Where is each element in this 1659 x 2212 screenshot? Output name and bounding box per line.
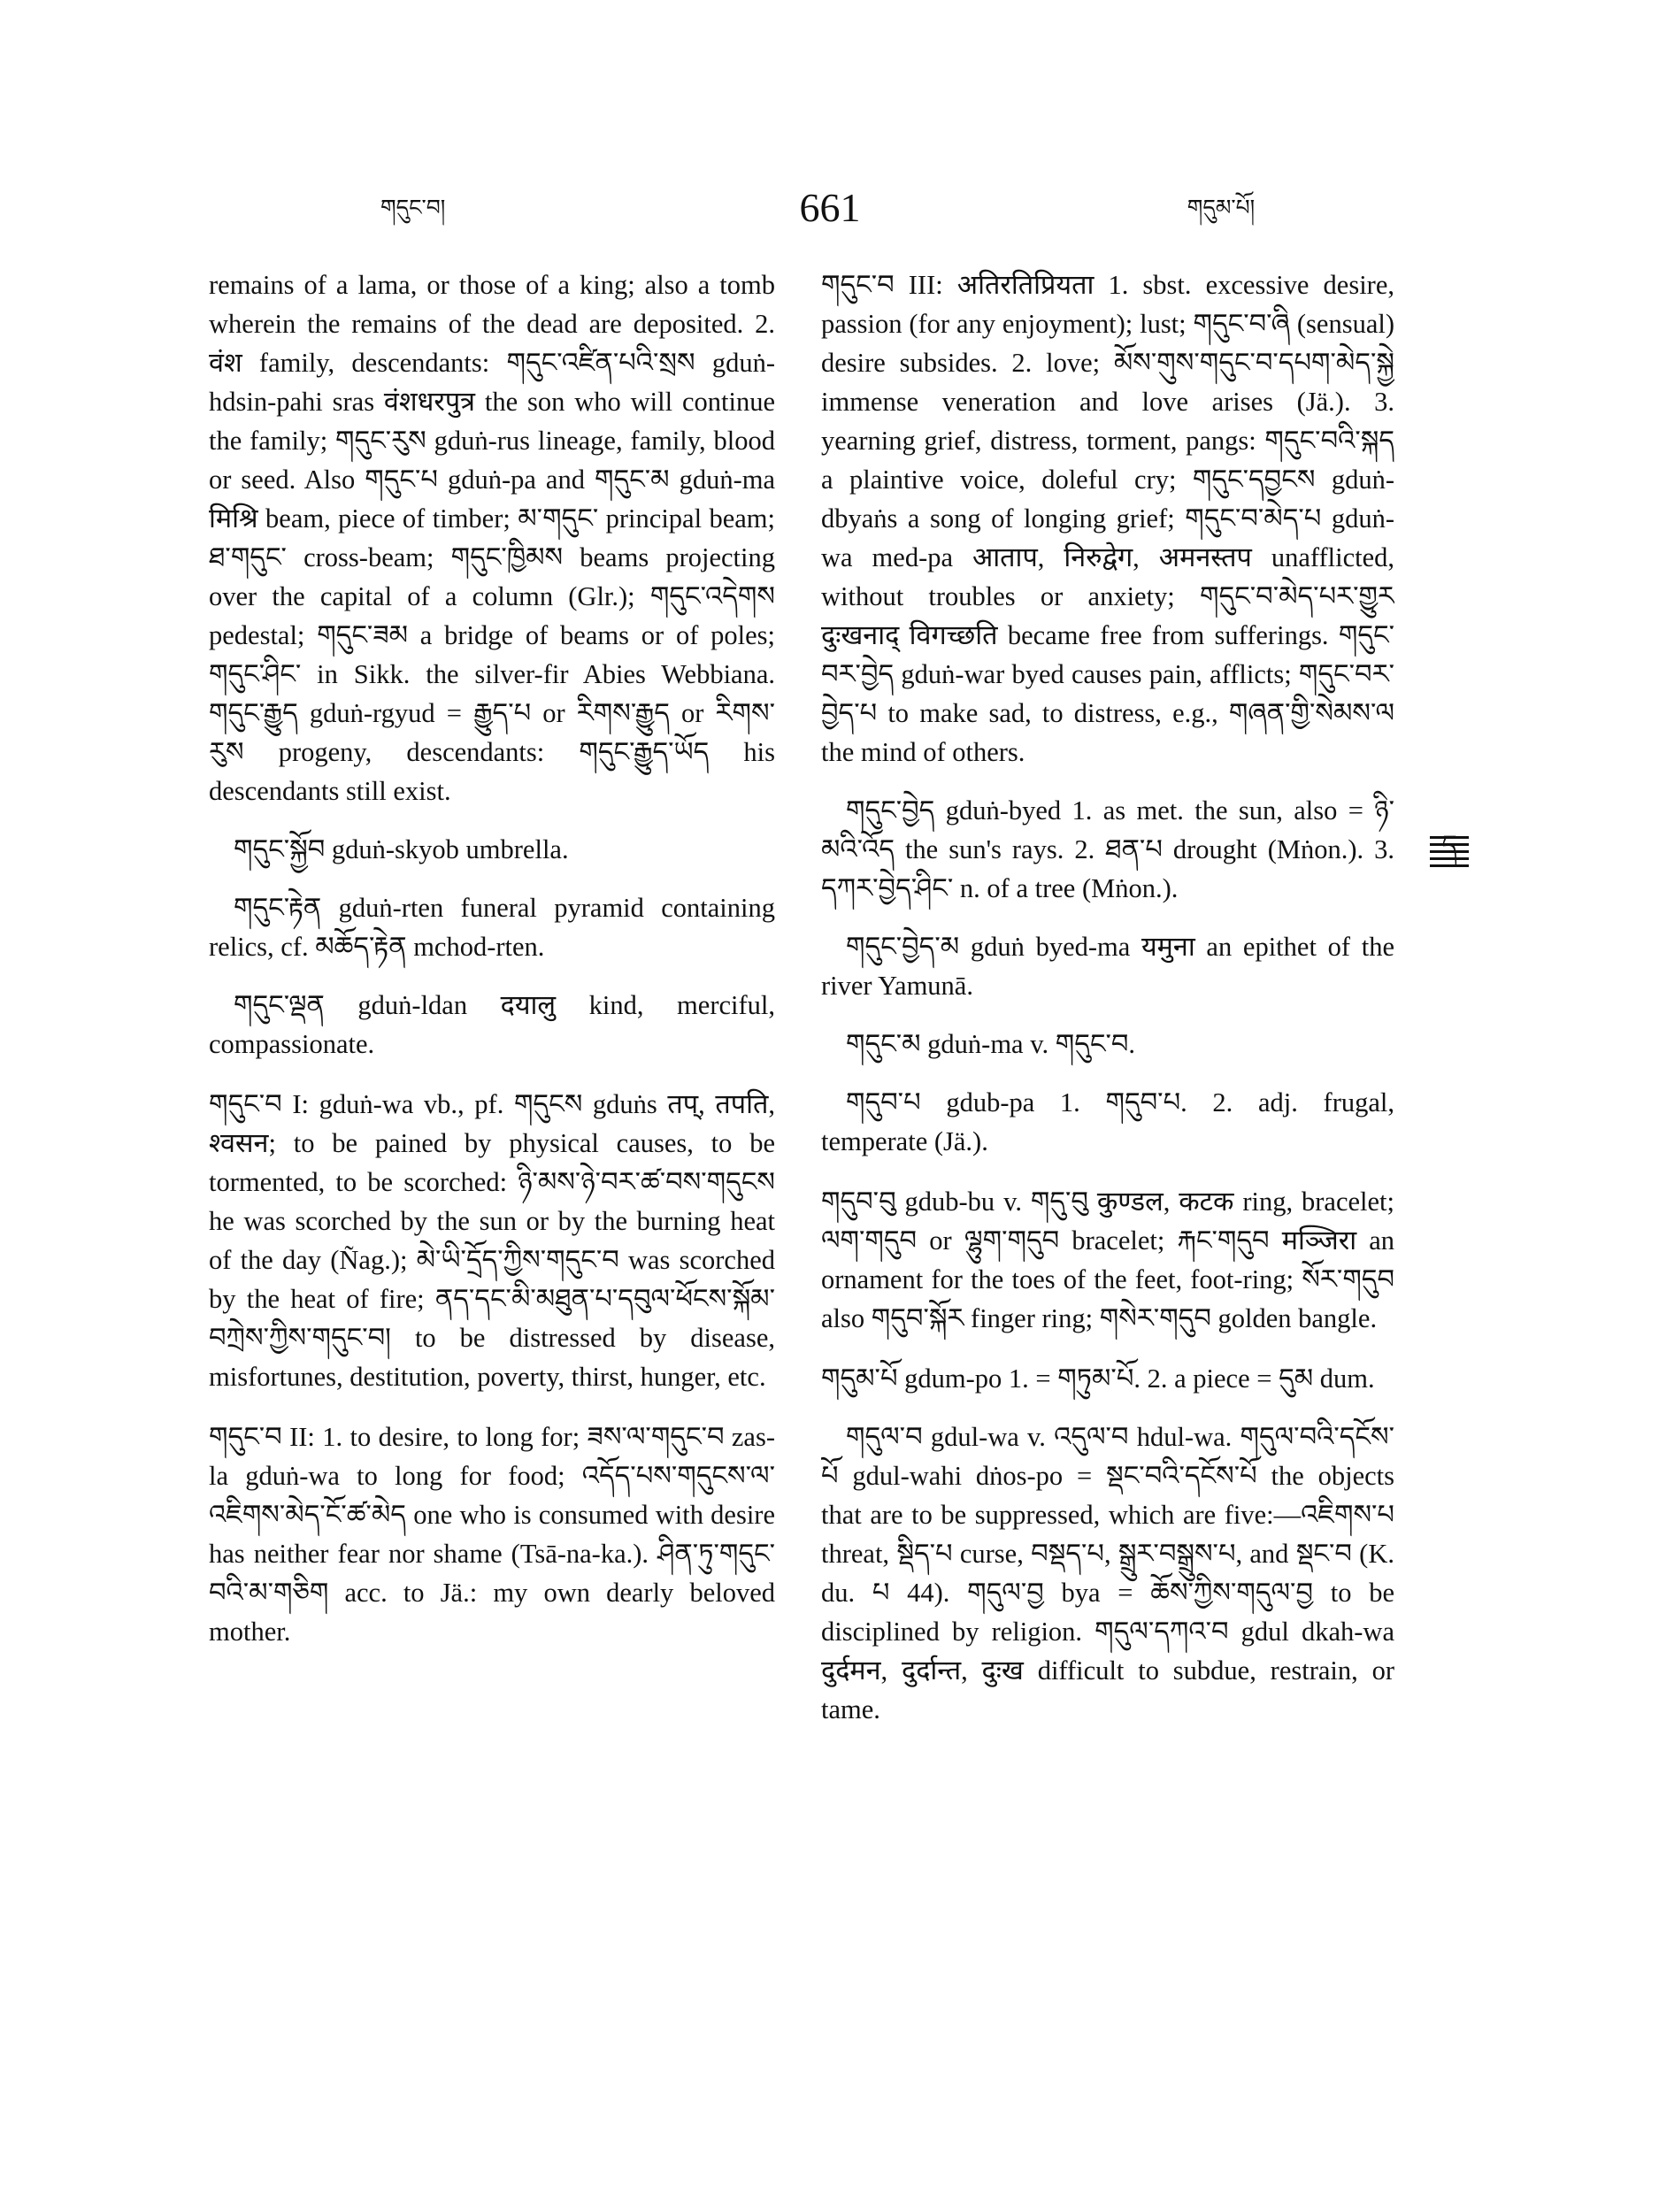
entry-gdun-wa-2: གདུང་བ II: 1. to desire, to long for; ཟས་ལ་གདུང་བ zas-la gduṅ-wa to long for food; འདོད་པས་གདུངས་ལ་འཇིགས་མེད་ངོ་ཚ་མེད one who is consumed with desire has neither fear nor shame (Tsā-na-ka.). ཤིན་ཏུ་གདུང་བའི་མ་གཅིག acc. to Jä.: my own dearly beloved mother. [209, 1422, 775, 1647]
entry-continuation: remains of a lama, or those of a king; also a tomb wherein the remains of the dead are deposited. 2. वंश family, descendants: གདུང་འཛིན་པའི་སྲས gduṅ-hdsin-pahi sras वंशधरपुत्र the son who will continue the family; གདུང་རུས gduṅ-rus lineage, family, blood or seed. Also གདུང་པ gduṅ-pa and གདུང་མ gduṅ-ma मिश्रि beam, piece of timber; མ་གདུང་ principal beam; ཐ་གདུང་ cross-beam; གདུང་ཁྱིམས beams projecting over the capital of a column (Glr.); གདུང་འདེགས pedestal; གདུང་ཟམ a bridge of beams or of poles; གདུང་ཤིང་ in Sikk. the silver-fir Abies Webbiana. གདུང་རྒྱུད gduṅ-rgyud = རྒྱུད་པ or རིགས་རྒྱུད or རིགས་རུས progeny, descendants: གདུང་རྒྱུད་ཡོད his descendants still exist. [209, 270, 775, 806]
entry-gdub-pa: གདུབ་པ gdub-pa 1. གདུབ་པ. 2. adj. frugal, temperate (Jä.). [821, 1087, 1394, 1156]
page-number: 661 [799, 185, 861, 230]
entry-gdun-rten: གདུང་རྟེན gduṅ-rten funeral pyramid containing relics, cf. མཆོད་རྟེན mchod-rten. [209, 893, 775, 962]
entry-gdun-byed-ma: གདུང་བྱེད་མ gduṅ byed-ma यमुना an epithet of the river Yamunā. [821, 932, 1394, 1001]
thumb-index-letter: ད [1441, 830, 1457, 861]
entry-gdun-skyob: གདུང་སྐྱོབ gduṅ-skyob umbrella. [234, 834, 569, 864]
entry-gdul-wa: གདུལ་བ gdul-wa v. འདུལ་བ hdul-wa. གདུལ་བའི་དངོས་པོ gdul-wahi dṅos-po = སྡང་བའི་དངོས་པོ the objects that are to be suppressed, which are five:—འཇིགས་པ threat, སྡིད་པ curse, བསྡད་པ, སྒྲུར་བསྒྲུས་པ, and སྡང་བ (K. du. པ 44). གདུལ་བྱ bya = ཆོས་ཀྱིས་གདུལ་བྱ to be disciplined by religion. གདུལ་དཀའ་བ gdul dkah-wa दुर्दमन, दुर्दान्त, दुःख difficult to subdue, restrain, or tame. [821, 1422, 1394, 1724]
left-column [209, 265, 775, 2079]
right-column [821, 265, 1394, 2079]
entry-gdun-ma: གདུང་མ gduṅ-ma v. གདུང་བ. [846, 1029, 1136, 1059]
entry-gdub-bu: གདུབ་བུ gdub-bu v. གདུ་བུ कुण्डल, कटक ring, bracelet; ལག་གདུབ or ལྷུག་གདུབ bracelet; རྐང་གདུབ मञ्जिरा an ornament for the toes of the feet, foot-ring; སོར་གདུབ also གདུབ་སྐོར finger ring; གསེར་གདུབ golden bangle. [821, 1187, 1394, 1333]
entry-gdum-po: གདུམ་པོ gdum-po 1. = གཏུམ་པོ. 2. a piece = དུམ dum. [821, 1363, 1375, 1394]
entry-gdun-wa-1: གདུང་བ I: gduṅ-wa vb., pf. གདུངས gduṅs तप्, तपति, श्वसन; to be pained by physical causes, to be tormented, to be scorched: ཉི་མས་ཉེ་བར་ཚ་བས་གདུངས he was scorched by the sun or by the burning heat of the day (Ñag.); མེ་ཡི་དྲོད་ཀྱིས་གདུང་བ was scorched by the heat of fire; ནད་དང་མི་མཐུན་པ་དབུལ་ཕོངས་སྐོམ་བཀྲེས་ཀྱིས་གདུང་བ། to be distressed by disease, misfortunes, destitution, poverty, thirst, hunger, etc. [209, 1089, 775, 1392]
thumb-index-tab [1426, 827, 1472, 879]
entry-gdun-ldan: གདུང་ལྡན gduṅ-ldan दयालु kind, merciful, compassionate. [209, 990, 775, 1059]
running-head-right: གདུམ་པོ། [1187, 195, 1256, 220]
entry-gdun-wa-3: གདུང་བ III: अतिरतिप्रियता 1. sbst. excessive desire, passion (for any enjoyment); lust; གདུང་བ་ཞི (sensual) desire subsides. 2. love; མོས་གུས་གདུང་བ་དཔག་མེད་སྐྱེ immense veneration and love arises (Jä.). 3. yearning grief, distress, torment, pangs: གདུང་བའི་སྐད a plaintive voice, doleful cry; གདུང་དབྱངས gduṅ-dbyaṅs a song of longing grief; གདུང་བ་མེད་པ gduṅ-wa med-pa आताप, निरुद्वेग, अमनस्तप unafflicted, without troubles or anxiety; གདུང་བ་མེད་པར་གྱུར दुःखनाद् विगच्छति became free from sufferings. གདུང་བར་བྱེད gduṅ-war byed causes pain, afflicts; གདུང་བར་བྱེད་པ to make sad, to distress, e.g., གཞན་གྱི་སེམས་ལ the mind of others. [821, 270, 1394, 767]
entry-gdun-byed: གདུང་བྱེད gduṅ-byed 1. as met. the sun, also = ཉི་མའི་འོད the sun's rays. 2. ཐན་པ drought (Mṅon.). 3. དཀར་བྱེད་ཤིང་ n. of a tree (Mṅon.). [821, 795, 1394, 903]
running-head-left: གདུང་བ། [380, 195, 446, 220]
